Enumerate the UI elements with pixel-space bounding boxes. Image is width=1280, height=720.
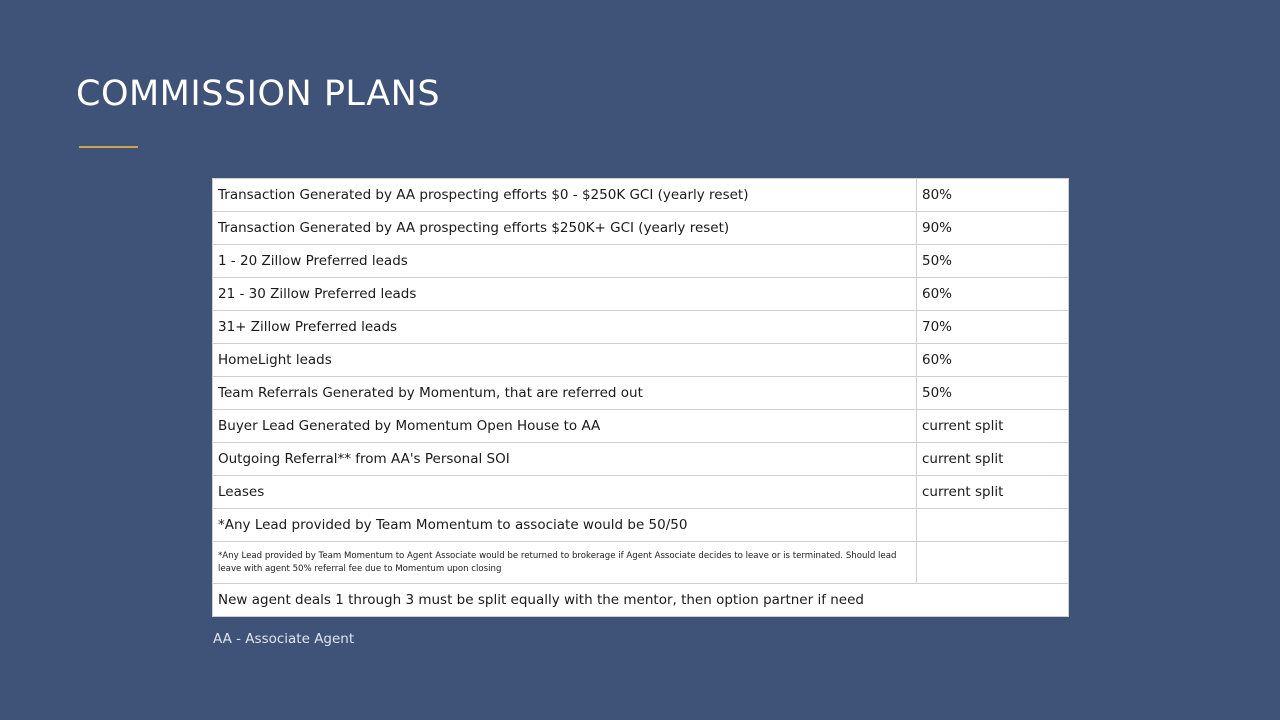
plan-description: 31+ Zillow Preferred leads xyxy=(213,311,917,344)
table-row xyxy=(213,278,1069,311)
abbreviation-footnote: AA - Associate Agent xyxy=(213,631,355,647)
plan-split xyxy=(917,542,1069,584)
plan-description: Team Referrals Generated by Momentum, that are referred out xyxy=(213,377,917,410)
plan-description: Transaction Generated by AA prospecting efforts $250K+ GCI (yearly reset) xyxy=(213,212,917,245)
plan-split: current split xyxy=(917,443,1069,476)
plan-split: 50% xyxy=(917,245,1069,278)
table-row xyxy=(213,212,1069,245)
plan-split: 50% xyxy=(917,377,1069,410)
plan-description: 1 - 20 Zillow Preferred leads xyxy=(213,245,917,278)
table-row xyxy=(213,410,1069,443)
plan-description: Buyer Lead Generated by Momentum Open House to AA xyxy=(213,410,917,443)
plan-description: *Any Lead provided by Team Momentum to Agent Associate would be returned to brokerage if Agent Associate decides to leave or is terminated. Should lead leave with agent 50% referral fee due to Momentum upon closing xyxy=(213,542,917,584)
table-row xyxy=(213,584,1069,617)
plan-description: Leases xyxy=(213,476,917,509)
commission-plans-table xyxy=(212,178,1069,617)
plan-description: Transaction Generated by AA prospecting efforts $0 - $250K GCI (yearly reset) xyxy=(213,179,917,212)
plan-split xyxy=(917,509,1069,542)
title-accent-divider xyxy=(79,146,138,148)
table-row xyxy=(213,542,1069,584)
plan-split: current split xyxy=(917,476,1069,509)
table-row xyxy=(213,179,1069,212)
table-row xyxy=(213,344,1069,377)
plan-split: 80% xyxy=(917,179,1069,212)
plan-description: HomeLight leads xyxy=(213,344,917,377)
table-row xyxy=(213,509,1069,542)
mentor-split-note: New agent deals 1 through 3 must be split equally with the mentor, then option partner if need xyxy=(213,584,1069,617)
table-row xyxy=(213,245,1069,278)
table-row xyxy=(213,476,1069,509)
plan-split: 60% xyxy=(917,344,1069,377)
plan-split: 70% xyxy=(917,311,1069,344)
plan-split: 90% xyxy=(917,212,1069,245)
table-row xyxy=(213,377,1069,410)
plan-split: 60% xyxy=(917,278,1069,311)
plan-description: 21 - 30 Zillow Preferred leads xyxy=(213,278,917,311)
plan-description: Outgoing Referral** from AA's Personal SOI xyxy=(213,443,917,476)
plan-split: current split xyxy=(917,410,1069,443)
table-row xyxy=(213,311,1069,344)
slide-title: COMMISSION PLANS xyxy=(76,74,441,114)
plan-description: *Any Lead provided by Team Momentum to associate would be 50/50 xyxy=(213,509,917,542)
table-row xyxy=(213,443,1069,476)
